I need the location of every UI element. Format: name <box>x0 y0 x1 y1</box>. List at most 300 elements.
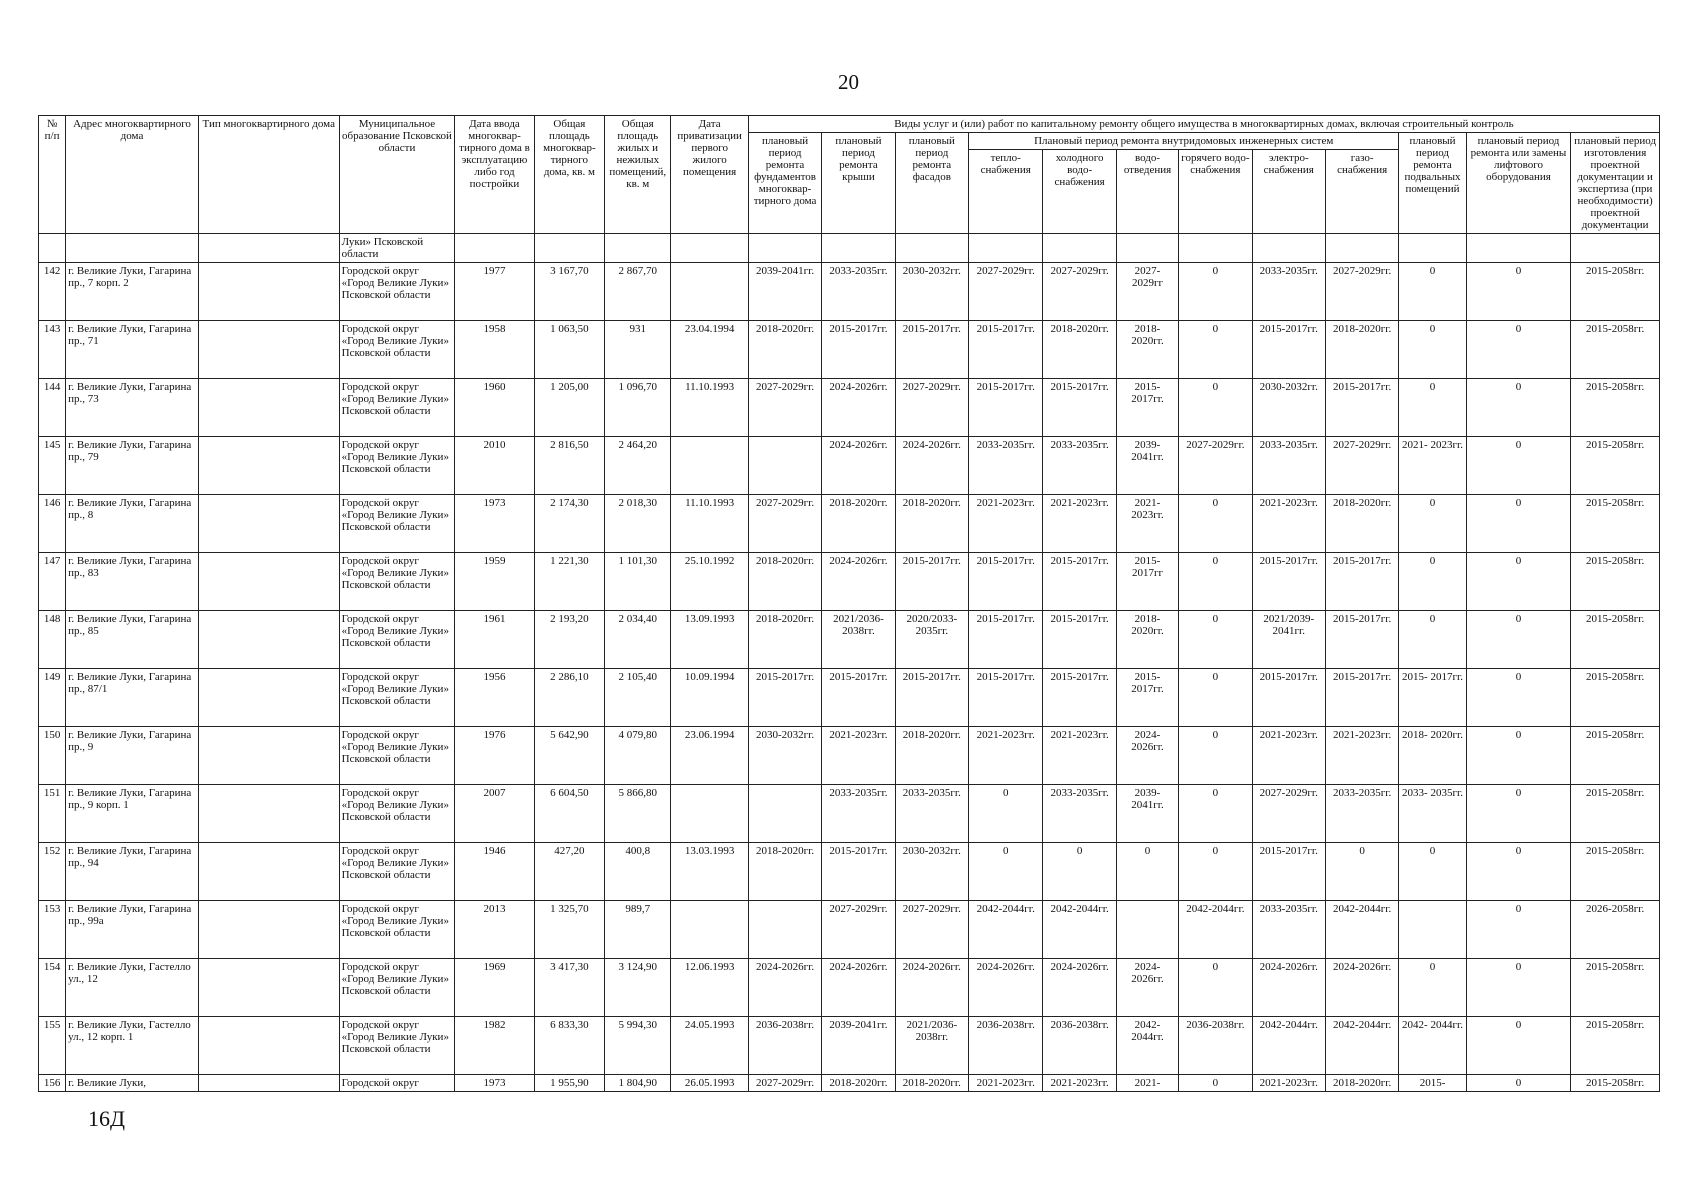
cell-municipality: Городской округ <box>339 1075 455 1092</box>
cell-living-area: 931 <box>605 321 671 379</box>
cell-sewer: 2027- 2029гг <box>1116 263 1178 321</box>
cell-project-docs: 2015-2058гг. <box>1571 843 1660 901</box>
header-living-area: Общая площадь жилых и нежилых помещений, кв. м <box>605 116 671 234</box>
cell-house-type <box>198 1075 339 1092</box>
cell-gas: 2027-2029гг. <box>1325 437 1398 495</box>
cell-heating: 2015-2017гг. <box>969 669 1043 727</box>
cell-basement: 2015- 2017гг. <box>1399 669 1466 727</box>
cell-hot-water: 0 <box>1179 959 1252 1017</box>
cell-facade: 2030-2032гг. <box>895 263 968 321</box>
cell-hot-water: 2027-2029гг. <box>1179 437 1252 495</box>
cell-gas: 0 <box>1325 843 1398 901</box>
cell-privatization-date: 10.09.1994 <box>671 669 748 727</box>
cell-facade: 2024-2026гг. <box>895 959 968 1017</box>
cell-address: г. Великие Луки, Гагарина пр., 99а <box>66 901 199 959</box>
cell-foundation <box>748 785 821 843</box>
cell-project-docs: 2015-2058гг. <box>1571 611 1660 669</box>
cell-hot-water: 0 <box>1179 843 1252 901</box>
cell-year: 1961 <box>455 611 534 669</box>
cell-heating: 2033-2035гг. <box>969 437 1043 495</box>
cell-basement: 2015- <box>1399 1075 1466 1092</box>
cell-privatization-date: 11.10.1993 <box>671 495 748 553</box>
cell-sewer: 2024- 2026гг. <box>1116 727 1178 785</box>
cell-cold-water: 2021-2023гг. <box>1043 1075 1116 1092</box>
cell-year: 1956 <box>455 669 534 727</box>
cell-sewer: 2021- 2023гг. <box>1116 495 1178 553</box>
cell-basement: 0 <box>1399 611 1466 669</box>
cell-num: 144 <box>39 379 66 437</box>
cell-municipality: Городской округ «Город Великие Луки» Псковской области <box>339 959 455 1017</box>
cell-municipality: Городской округ «Город Великие Луки» Псковской области <box>339 843 455 901</box>
cell-heating: 2021-2023гг. <box>969 727 1043 785</box>
cell-elevator: 0 <box>1466 785 1571 843</box>
cell-year: 1973 <box>455 495 534 553</box>
cell-roof: 2018-2020гг. <box>822 1075 895 1092</box>
cell-municipality: Городской округ «Город Великие Луки» Псковской области <box>339 785 455 843</box>
cell-house-type <box>198 437 339 495</box>
cell-heating: 2015-2017гг. <box>969 553 1043 611</box>
cell-sewer: 0 <box>1116 843 1178 901</box>
cell-electricity: 2030-2032гг. <box>1252 379 1325 437</box>
cell-heating: 0 <box>969 785 1043 843</box>
cell-address: г. Великие Луки, Гагарина пр., 83 <box>66 553 199 611</box>
cell-roof: 2018-2020гг. <box>822 495 895 553</box>
cell-foundation: 2027-2029гг. <box>748 379 821 437</box>
cell-elevator: 0 <box>1466 495 1571 553</box>
cell-total-area: 1 205,00 <box>534 379 604 437</box>
cell-living-area: 5 994,30 <box>605 1017 671 1075</box>
cell-gas: 2042-2044гг. <box>1325 901 1398 959</box>
cell-basement: 2042- 2044гг. <box>1399 1017 1466 1075</box>
cell-hot-water: 0 <box>1179 321 1252 379</box>
cell-sewer: 2018- 2020гг. <box>1116 321 1178 379</box>
cell-basement: 0 <box>1399 321 1466 379</box>
cell-gas: 2033-2035гг. <box>1325 785 1398 843</box>
cell-cold-water: 0 <box>1043 843 1116 901</box>
cell-address: г. Великие Луки, Гагарина пр., 73 <box>66 379 199 437</box>
cell-municipality: Городской округ «Город Великие Луки» Псковской области <box>339 901 455 959</box>
cell-gas: 2015-2017гг. <box>1325 611 1398 669</box>
cell-elevator: 0 <box>1466 321 1571 379</box>
cell-sewer: 2015- 2017гг <box>1116 553 1178 611</box>
cell-elevator: 0 <box>1466 437 1571 495</box>
cell-project-docs: 2026-2058гг. <box>1571 901 1660 959</box>
table-row <box>39 263 1660 321</box>
cell-project-docs: 2015-2058гг. <box>1571 785 1660 843</box>
cell-heating: 2036-2038гг. <box>969 1017 1043 1075</box>
cell-facade: 2027-2029гг. <box>895 379 968 437</box>
cell-foundation <box>748 437 821 495</box>
cell-heating: 2015-2017гг. <box>969 611 1043 669</box>
header-commission-date: Дата ввода многоквар- тирного дома в эксплуатацию либо год постройки <box>455 116 534 234</box>
cell-heating: 0 <box>969 843 1043 901</box>
cell-num: 142 <box>39 263 66 321</box>
cell-house-type <box>198 959 339 1017</box>
page-number: 20 <box>838 70 859 94</box>
cell-living-area: 1 101,30 <box>605 553 671 611</box>
cell-living-area: 4 079,80 <box>605 727 671 785</box>
cell-gas: 2018-2020гг. <box>1325 1075 1398 1092</box>
cell-cold-water: 2015-2017гг. <box>1043 379 1116 437</box>
cell-year: 2010 <box>455 437 534 495</box>
cell-cold-water: 2018-2020гг. <box>1043 321 1116 379</box>
cell-facade: 2020/2033- 2035гг. <box>895 611 968 669</box>
header-total-area: Общая площадь многоквар- тирного дома, кв. м <box>534 116 604 234</box>
cell-facade: 2015-2017гг. <box>895 321 968 379</box>
cell-sewer: 2015- 2017гг. <box>1116 669 1178 727</box>
cell-electricity: 2015-2017гг. <box>1252 669 1325 727</box>
cell-house-type <box>198 669 339 727</box>
cell-project-docs: 2015-2058гг. <box>1571 553 1660 611</box>
cell-hot-water: 0 <box>1179 1075 1252 1092</box>
cell-roof: 2021/2036- 2038гг. <box>822 611 895 669</box>
cell-facade: 2015-2017гг. <box>895 553 968 611</box>
cell-year: 1959 <box>455 553 534 611</box>
cell-basement: 2021- 2023гг. <box>1399 437 1466 495</box>
cell-year: 2013 <box>455 901 534 959</box>
cell-gas: 2015-2017гг. <box>1325 553 1398 611</box>
cell-year: 2007 <box>455 785 534 843</box>
cell-project-docs: 2015-2058гг. <box>1571 495 1660 553</box>
cell-cold-water: 2015-2017гг. <box>1043 611 1116 669</box>
cell-hot-water: 0 <box>1179 785 1252 843</box>
cell-project-docs: 2015-2058гг. <box>1571 263 1660 321</box>
cell-project-docs: 2015-2058гг. <box>1571 727 1660 785</box>
cell-privatization-date: 12.06.1993 <box>671 959 748 1017</box>
cell-roof: 2024-2026гг. <box>822 959 895 1017</box>
cell-house-type <box>198 321 339 379</box>
cell-gas: 2015-2017гг. <box>1325 669 1398 727</box>
cell-hot-water: 0 <box>1179 379 1252 437</box>
cell-basement: 2018- 2020гг. <box>1399 727 1466 785</box>
cell-address: г. Великие Луки, Гагарина пр., 9 корп. 1 <box>66 785 199 843</box>
cell-total-area: 1 221,30 <box>534 553 604 611</box>
cell-house-type <box>198 611 339 669</box>
header-municipality: Муниципальное образование Псковской области <box>339 116 455 234</box>
cell-house-type <box>198 727 339 785</box>
cell-address: г. Великие Луки, Гагарина пр., 85 <box>66 611 199 669</box>
cell-sewer: 2024- 2026гг. <box>1116 959 1178 1017</box>
cell-municipality: Городской округ «Город Великие Луки» Псковской области <box>339 669 455 727</box>
header-project-docs: плановый период изготовления проектной документации и экспертиза (при необходимости) проектной документации <box>1571 133 1660 234</box>
header-cold-water: холодного водо- снабжения <box>1043 150 1116 234</box>
cell-address: г. Великие Луки, <box>66 1075 199 1092</box>
cell-address: г. Великие Луки, Гагарина пр., 87/1 <box>66 669 199 727</box>
cell-project-docs: 2015-2058гг. <box>1571 959 1660 1017</box>
cell-year: 1946 <box>455 843 534 901</box>
cell-elevator: 0 <box>1466 1017 1571 1075</box>
header-elevator: плановый период ремонта или замены лифтового оборудования <box>1466 133 1571 234</box>
cell-gas: 2018-2020гг. <box>1325 495 1398 553</box>
cell-num: 146 <box>39 495 66 553</box>
cell-total-area: 1 063,50 <box>534 321 604 379</box>
cell-privatization-date <box>671 263 748 321</box>
cell-hot-water: 0 <box>1179 495 1252 553</box>
cell-heating: 2042-2044гг. <box>969 901 1043 959</box>
cell-municipality: Городской округ «Город Великие Луки» Псковской области <box>339 495 455 553</box>
capital-repair-table <box>38 115 1660 1092</box>
cell-municipality: Городской округ «Город Великие Луки» Псковской области <box>339 321 455 379</box>
cell-sewer: 2021- <box>1116 1075 1178 1092</box>
cell-privatization-date <box>671 901 748 959</box>
cell-foundation: 2018-2020гг. <box>748 611 821 669</box>
cell-foundation: 2015-2017гг. <box>748 669 821 727</box>
cell-house-type <box>198 495 339 553</box>
cell-address: г. Великие Луки, Гагарина пр., 79 <box>66 437 199 495</box>
cell-living-area: 2 867,70 <box>605 263 671 321</box>
table-row <box>39 843 1660 901</box>
cell-elevator: 0 <box>1466 843 1571 901</box>
cell-basement: 0 <box>1399 959 1466 1017</box>
cell-cold-water: 2024-2026гг. <box>1043 959 1116 1017</box>
cell-electricity: 2015-2017гг. <box>1252 553 1325 611</box>
cell-elevator: 0 <box>1466 901 1571 959</box>
cell-gas: 2021-2023гг. <box>1325 727 1398 785</box>
cell-electricity: 2021-2023гг. <box>1252 727 1325 785</box>
cell-facade: 2018-2020гг. <box>895 727 968 785</box>
cell-num: 147 <box>39 553 66 611</box>
cell-hot-water: 2036-2038гг. <box>1179 1017 1252 1075</box>
cell-gas: 2024-2026гг. <box>1325 959 1398 1017</box>
cell-privatization-date: 24.05.1993 <box>671 1017 748 1075</box>
cell-project-docs: 2015-2058гг. <box>1571 437 1660 495</box>
cell-electricity: 2015-2017гг. <box>1252 843 1325 901</box>
cell-address: г. Великие Луки, Гагарина пр., 8 <box>66 495 199 553</box>
header-address: Адрес многоквартирного дома <box>66 116 199 234</box>
cell-address: г. Великие Луки, Гагарина пр., 94 <box>66 843 199 901</box>
cell-basement: 0 <box>1399 553 1466 611</box>
cell-electricity: 2033-2035гг. <box>1252 437 1325 495</box>
cell-roof: 2033-2035гг. <box>822 263 895 321</box>
cell-total-area: 2 174,30 <box>534 495 604 553</box>
cell-address: г. Великие Луки, Гагарина пр., 71 <box>66 321 199 379</box>
cell-elevator: 0 <box>1466 611 1571 669</box>
cell-foundation: 2018-2020гг. <box>748 321 821 379</box>
cell-house-type <box>198 785 339 843</box>
cell-electricity: 2027-2029гг. <box>1252 785 1325 843</box>
cell-elevator: 0 <box>1466 379 1571 437</box>
cell-total-area: 427,20 <box>534 843 604 901</box>
cell-facade: 2018-2020гг. <box>895 1075 968 1092</box>
table-row <box>39 669 1660 727</box>
cell-living-area: 1 804,90 <box>605 1075 671 1092</box>
cell-facade: 2024-2026гг. <box>895 437 968 495</box>
cell-privatization-date <box>671 437 748 495</box>
cell-facade: 2027-2029гг. <box>895 901 968 959</box>
cell-cold-water: 2027-2029гг. <box>1043 263 1116 321</box>
header-house-type: Тип многоквартирного дома <box>198 116 339 234</box>
cell-cold-water: 2015-2017гг. <box>1043 669 1116 727</box>
cell-cold-water: 2036-2038гг. <box>1043 1017 1116 1075</box>
cell-year: 1982 <box>455 1017 534 1075</box>
header-privatization-date: Дата приватизации первого жилого помещения <box>671 116 748 234</box>
cell-basement <box>1399 901 1466 959</box>
cell-sewer: 2039- 2041гг. <box>1116 437 1178 495</box>
cell-municipality: Городской округ «Город Великие Луки» Псковской области <box>339 379 455 437</box>
cell-elevator: 0 <box>1466 727 1571 785</box>
cell-year: 1969 <box>455 959 534 1017</box>
cell-electricity: 2021/2039- 2041гг. <box>1252 611 1325 669</box>
cell-num: 145 <box>39 437 66 495</box>
cell-heating: 2015-2017гг. <box>969 379 1043 437</box>
cell-cold-water: 2021-2023гг. <box>1043 495 1116 553</box>
cell-privatization-date <box>671 785 748 843</box>
cell-municipality: Городской округ «Город Великие Луки» Псковской области <box>339 553 455 611</box>
cell-roof: 2015-2017гг. <box>822 321 895 379</box>
cell-total-area: 3 167,70 <box>534 263 604 321</box>
cell-cold-water: 2033-2035гг. <box>1043 437 1116 495</box>
cell-cold-water: 2042-2044гг. <box>1043 901 1116 959</box>
cell-hot-water: 0 <box>1179 727 1252 785</box>
cell-house-type <box>198 553 339 611</box>
cell-hot-water: 0 <box>1179 669 1252 727</box>
cell-total-area: 2 286,10 <box>534 669 604 727</box>
cell-total-area: 2 193,20 <box>534 611 604 669</box>
cell-basement: 2033- 2035гг. <box>1399 785 1466 843</box>
cell-address: г. Великие Луки, Гагарина пр., 7 корп. 2 <box>66 263 199 321</box>
table-row <box>39 495 1660 553</box>
cell-total-area: 1 955,90 <box>534 1075 604 1092</box>
cell-living-area: 989,7 <box>605 901 671 959</box>
cell-hot-water: 0 <box>1179 263 1252 321</box>
cell-num: 150 <box>39 727 66 785</box>
cell-basement: 0 <box>1399 843 1466 901</box>
cell-elevator: 0 <box>1466 1075 1571 1092</box>
cell-municipality: Городской округ «Город Великие Луки» Псковской области <box>339 263 455 321</box>
cell-project-docs: 2015-2058гг. <box>1571 379 1660 437</box>
header-heating: тепло- снабжения <box>969 150 1043 234</box>
cell-total-area: 6 833,30 <box>534 1017 604 1075</box>
cell-foundation: 2027-2029гг. <box>748 495 821 553</box>
cell-privatization-date: 23.04.1994 <box>671 321 748 379</box>
cell-project-docs: 2015-2058гг. <box>1571 1017 1660 1075</box>
header-foundation: плановый период ремонта фундаментов многоквар- тирного дома <box>748 133 821 234</box>
footer-code: 16Д <box>88 1106 126 1131</box>
cell-privatization-date: 13.03.1993 <box>671 843 748 901</box>
cell-house-type <box>198 843 339 901</box>
cell-municipality: Городской округ «Город Великие Луки» Псковской области <box>339 727 455 785</box>
table-row <box>39 553 1660 611</box>
cell-electricity: 2024-2026гг. <box>1252 959 1325 1017</box>
cell-hot-water: 2042-2044гг. <box>1179 901 1252 959</box>
cell-total-area: 2 816,50 <box>534 437 604 495</box>
cell-electricity: 2033-2035гг. <box>1252 263 1325 321</box>
cell-total-area: 3 417,30 <box>534 959 604 1017</box>
cell-electricity: 2021-2023гг. <box>1252 495 1325 553</box>
continuation-municipality: Луки» Псковской области <box>339 234 455 263</box>
cell-elevator: 0 <box>1466 669 1571 727</box>
cell-foundation: 2036-2038гг. <box>748 1017 821 1075</box>
cell-heating: 2021-2023гг. <box>969 495 1043 553</box>
table-row <box>39 611 1660 669</box>
cell-privatization-date: 23.06.1994 <box>671 727 748 785</box>
cell-year: 1973 <box>455 1075 534 1092</box>
cell-roof: 2024-2026гг. <box>822 553 895 611</box>
cell-gas: 2042-2044гг. <box>1325 1017 1398 1075</box>
continuation-row <box>39 234 1660 263</box>
cell-foundation: 2018-2020гг. <box>748 843 821 901</box>
cell-elevator: 0 <box>1466 553 1571 611</box>
cell-electricity: 2021-2023гг. <box>1252 1075 1325 1092</box>
cell-foundation: 2024-2026гг. <box>748 959 821 1017</box>
cell-living-area: 2 034,40 <box>605 611 671 669</box>
cell-num: 151 <box>39 785 66 843</box>
table-row <box>39 321 1660 379</box>
cell-sewer: 2018- 2020гг. <box>1116 611 1178 669</box>
cell-roof: 2024-2026гг. <box>822 379 895 437</box>
cell-living-area: 400,8 <box>605 843 671 901</box>
table-row <box>39 959 1660 1017</box>
cell-basement: 0 <box>1399 379 1466 437</box>
table-row <box>39 901 1660 959</box>
cell-heating: 2021-2023гг. <box>969 1075 1043 1092</box>
cell-gas: 2015-2017гг. <box>1325 379 1398 437</box>
cell-basement: 0 <box>1399 495 1466 553</box>
cell-house-type <box>198 263 339 321</box>
cell-num: 154 <box>39 959 66 1017</box>
cell-project-docs: 2015-2058гг. <box>1571 669 1660 727</box>
cell-roof: 2021-2023гг. <box>822 727 895 785</box>
cell-living-area: 2 018,30 <box>605 495 671 553</box>
header-basement: плановый период ремонта подвальных помещений <box>1399 133 1466 234</box>
cell-total-area: 6 604,50 <box>534 785 604 843</box>
cell-sewer: 2042- 2044гг. <box>1116 1017 1178 1075</box>
table-row <box>39 727 1660 785</box>
cell-num: 152 <box>39 843 66 901</box>
cell-cold-water: 2033-2035гг. <box>1043 785 1116 843</box>
table-row <box>39 379 1660 437</box>
cell-address: г. Великие Луки, Гастелло ул., 12 <box>66 959 199 1017</box>
cell-project-docs: 2015-2058гг. <box>1571 321 1660 379</box>
cell-roof: 2039-2041гг. <box>822 1017 895 1075</box>
cell-num: 148 <box>39 611 66 669</box>
cell-living-area: 3 124,90 <box>605 959 671 1017</box>
header-gas: газо- снабжения <box>1325 150 1398 234</box>
cell-living-area: 2 105,40 <box>605 669 671 727</box>
cell-facade: 2015-2017гг. <box>895 669 968 727</box>
cell-foundation <box>748 901 821 959</box>
cell-basement: 0 <box>1399 263 1466 321</box>
cell-foundation: 2039-2041гг. <box>748 263 821 321</box>
cell-heating: 2015-2017гг. <box>969 321 1043 379</box>
cell-year: 1958 <box>455 321 534 379</box>
cell-municipality: Городской округ «Город Великие Луки» Псковской области <box>339 437 455 495</box>
cell-elevator: 0 <box>1466 959 1571 1017</box>
table-row <box>39 1075 1660 1092</box>
cell-roof: 2027-2029гг. <box>822 901 895 959</box>
cell-roof: 2033-2035гг. <box>822 785 895 843</box>
header-works-group: Виды услуг и (или) работ по капитальному ремонту общего имущества в многоквартирных домах, включая строительный контроль <box>748 116 1659 133</box>
cell-municipality: Городской округ «Город Великие Луки» Псковской области <box>339 611 455 669</box>
header-facade: плановый период ремонта фасадов <box>895 133 968 234</box>
cell-electricity: 2033-2035гг. <box>1252 901 1325 959</box>
cell-living-area: 2 464,20 <box>605 437 671 495</box>
cell-num: 155 <box>39 1017 66 1075</box>
cell-hot-water: 0 <box>1179 611 1252 669</box>
header-sewer: водо- отведения <box>1116 150 1178 234</box>
cell-electricity: 2042-2044гг. <box>1252 1017 1325 1075</box>
cell-heating: 2024-2026гг. <box>969 959 1043 1017</box>
cell-address: г. Великие Луки, Гагарина пр., 9 <box>66 727 199 785</box>
header-electricity: электро- снабжения <box>1252 150 1325 234</box>
cell-electricity: 2015-2017гг. <box>1252 321 1325 379</box>
cell-foundation: 2018-2020гг. <box>748 553 821 611</box>
cell-sewer: 2039- 2041гг. <box>1116 785 1178 843</box>
cell-privatization-date: 11.10.1993 <box>671 379 748 437</box>
cell-facade: 2030-2032гг. <box>895 843 968 901</box>
header-hot-water: горячего водо- снабжения <box>1179 150 1252 234</box>
cell-elevator: 0 <box>1466 263 1571 321</box>
